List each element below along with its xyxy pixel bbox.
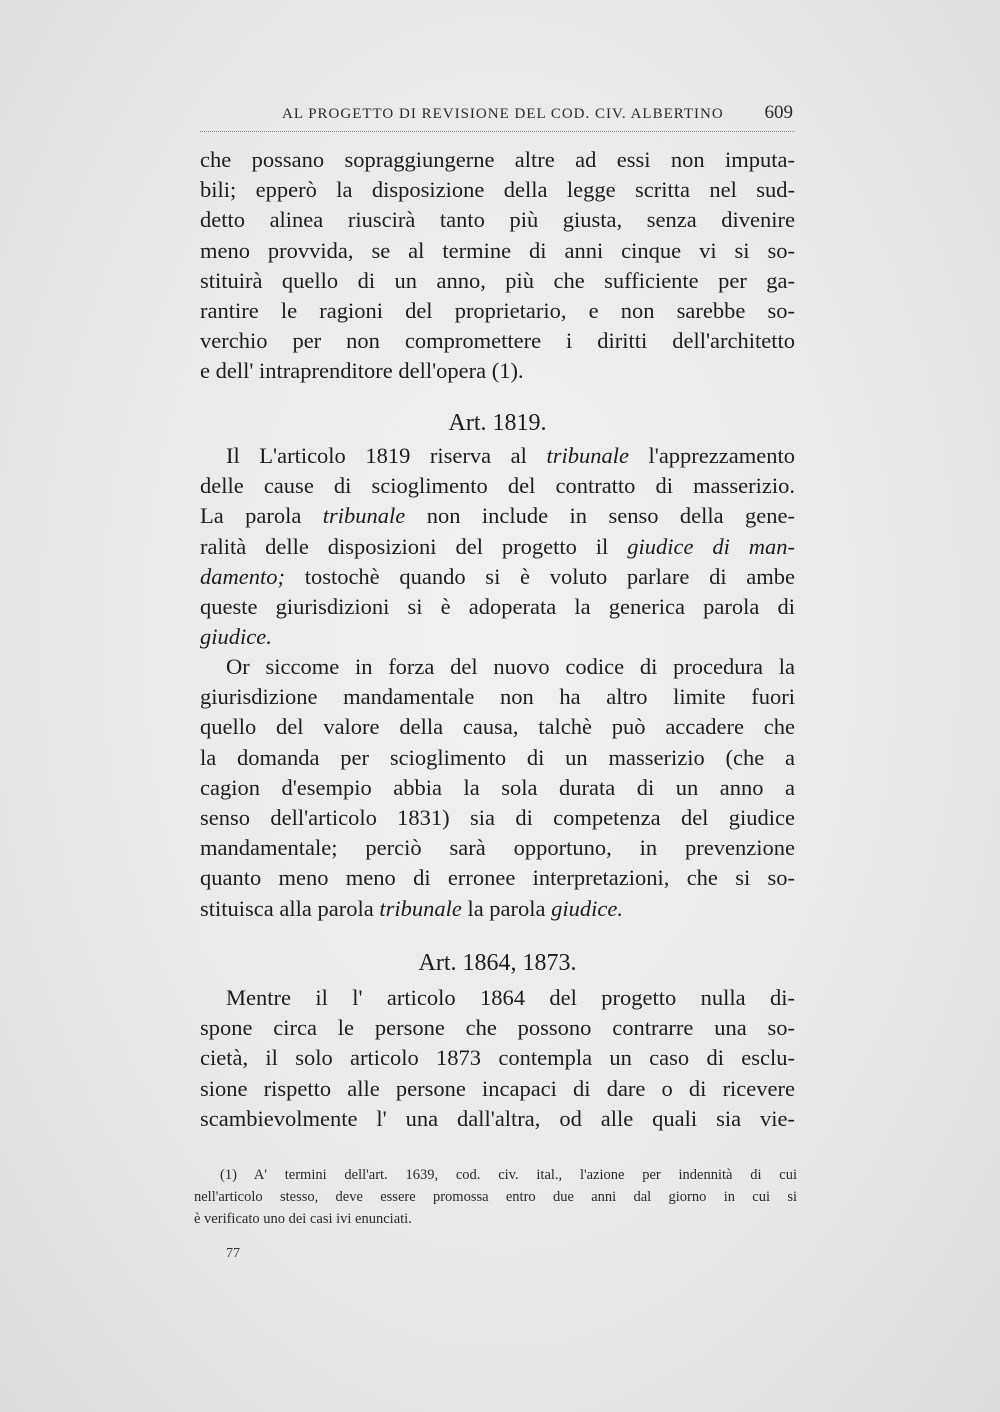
text-span: Il L'articolo 1819 riserva al [226,443,547,468]
section-heading-art-1864-1873: Art. 1864, 1873. [418,950,577,976]
footnote-line: (1) A' termini dell'art. 1639, cod. civ. ital., l'azione per indennità di cui [220,1167,797,1183]
text-span: non include in senso della gene- [405,503,795,529]
text-line: cietà, il solo articolo 1873 contempla un caso di esclu- [200,1045,795,1071]
text-line: rantire le ragioni del proprietario, e non sarebbe so- [200,297,795,323]
header-rule [200,131,795,132]
text-span: stituisca alla parola [200,895,380,921]
text-span: ralità delle disposizioni del progetto il [200,533,628,559]
signature-mark: 77 [226,1246,240,1261]
italic-term: tribunale [322,503,406,529]
text-line: spone circa le persone che possono contrarre una so- [200,1015,795,1041]
italic-term: tribunale [546,443,629,468]
text-line: stituirà quello di un anno, più che sufficiente per ga- [200,267,795,293]
italic-term: giudice. [200,624,272,650]
italic-term: tribunale [379,895,462,921]
text-line: bili; epperò la disposizione della legge scritta nel sud- [200,177,795,203]
running-header-title: AL PROGETTO DI REVISIONE DEL COD. CIV. ALBERTINO [282,106,724,122]
text-line [200,532,795,562]
text-line: verchio per non compromettere i diritti dell'architetto [200,328,795,354]
text-line: quello del valore della causa, talchè può accadere che [200,714,795,740]
text-line [200,441,795,471]
footnote-line: nell'articolo stesso, deve essere promossa entro due anni dal giorno in cui si [194,1189,797,1205]
text-span: La parola [200,503,323,529]
text-line: queste giurisdizioni si è adoperata la generica parola di [200,593,795,619]
text-line [200,894,795,924]
text-line: che possano sopraggiungerne altre ad essi non imputa- [200,147,795,172]
footnote-line: è verificato uno dei casi ivi enunciati. [194,1211,412,1227]
text-line: quanto meno meno di erronee interpretazioni, che si so- [200,865,795,891]
text-line: senso dell'articolo 1831) sia di competenza del giudice [200,804,795,830]
text-line: sione rispetto alle persone incapaci di dare o di ricevere [200,1075,795,1101]
text-line [200,562,795,592]
italic-term: giudice. [551,895,624,921]
text-line: delle cause di scioglimento del contratto di masserizio. [200,473,795,499]
text-line [200,501,795,531]
paragraph-art-1819-a [200,441,795,652]
text-line: cagion d'esempio abbia la sola durata di un anno a [200,774,795,800]
text-line: meno provvida, se al termine di anni cinque vi si so- [200,237,795,263]
italic-term: damento; [200,563,285,589]
paragraph-continuation [200,145,795,387]
text-line: mandamentale; perciò sarà opportuno, in prevenzione [200,835,795,861]
page-number: 609 [764,102,793,123]
text-span: tostochè quando si è voluto parlare di ambe [284,563,795,589]
text-line: e dell' intraprenditore dell'opera (1). [200,358,524,384]
italic-term: giudice di man- [627,533,796,559]
text-line [200,622,795,652]
text-line: Mentre il l' articolo 1864 del progetto nulla di- [226,985,795,1010]
text-line: Or siccome in forza del nuovo codice di procedura la [226,654,795,679]
text-line: scambievolmente l' una dall'altra, od alle quali sia vie- [200,1105,795,1131]
text-line: detto alinea riuscirà tanto più giusta, senza divenire [200,207,795,233]
paragraph-art-1864-1873 [200,983,795,1134]
section-heading-art-1819: Art. 1819. [448,410,547,436]
text-line: la domanda per scioglimento di un masserizio (che a [200,744,795,770]
text-span: l'apprezzamento [628,443,795,468]
footnote [194,1164,797,1230]
text-line: giurisdizione mandamentale non ha altro limite fuori [200,684,795,710]
paragraph-art-1819-b [200,652,795,924]
text-span: la parola [461,895,552,921]
